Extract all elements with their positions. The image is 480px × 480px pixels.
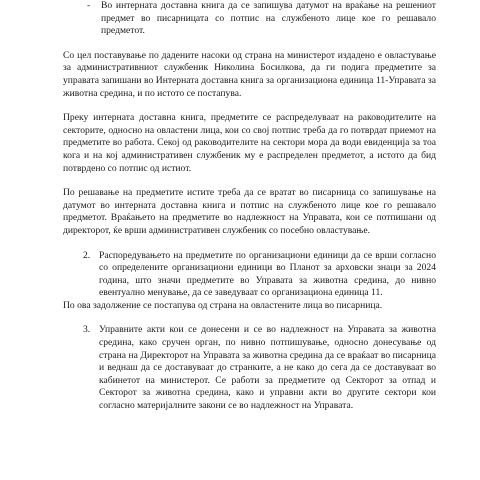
bullet-item [63,0,436,38]
item-2-tail: По ова задолжение се постапува од страна на овластените лица во писарница. [63,299,383,311]
bullet-mark: - [87,0,91,11]
paragraph-return: По решавање на предметите истите треба да се вратат во писарница со запишување на датумот во интерната доставна книга и потпис на службеното лице кое го решавало предметот. Враќањето на предметите во надлежност на Управата, кои се потпишани од директорот, ќе врши административен службеник со посебно овластување. [63,187,436,236]
numbered-item-3 [63,324,436,412]
numbered-item-2 [63,250,436,300]
bullet-text: Во интерната доставна книга да се запишува датумот на враќање на решениот предмет во писарницата со потпис на службеното лице кое го решавало предметот. [101,0,436,37]
item-text: Распоредувањето на предметите по организациони единици да се врши согласно со определените организациони единици во Планот за архoвски знаци за 2024 година, што значи предметите во Управата за животна средина, до нивно евентуално менување, да се заведуваат со организациона единица 11. [99,249,436,299]
item-number: 3. [83,324,91,336]
paragraph-distribution: Преку интерната доставна книга, предметите се распределуваат на раководителите на секторите, односно на овластени лица, кои со свој потпис треба да го потврдат приемот на предметите во работа. Секој од раководителите на сектори мора да води евиденција за тоа кога и на кој административен службеник му е распределен предметот, а истото да бид потврдено со потпис од истиот. [63,112,436,174]
item-text: Управните акти кои се донесени и се во надлежност на Управата за животна средина, како сручен орган, по нивно потпишување, односно донесување од страна на Директорот на Управата за животна средина да се враќаат во писарница и веднаш да се доставуваат до странките, а не како до сега да се доставуваат во кабинетот на министерот. Се работи за предметите од Секторот за отпад и Секторот за животна средина, како и управни акти во другите сектори кои согласно материјалните закони се во надлежност на Управата. [99,324,436,412]
paragraph-authorization: Со цел поставување по дадените насоки од страна на министерот издадено е овластување за административниот службеник Николина Босилкова, да ги подига предметите за управата запишани во Интерната доставна книга за организациона единица 11-Управата за животна средина, и по истото се постапува. [63,49,436,99]
item-number: 2. [83,249,91,261]
